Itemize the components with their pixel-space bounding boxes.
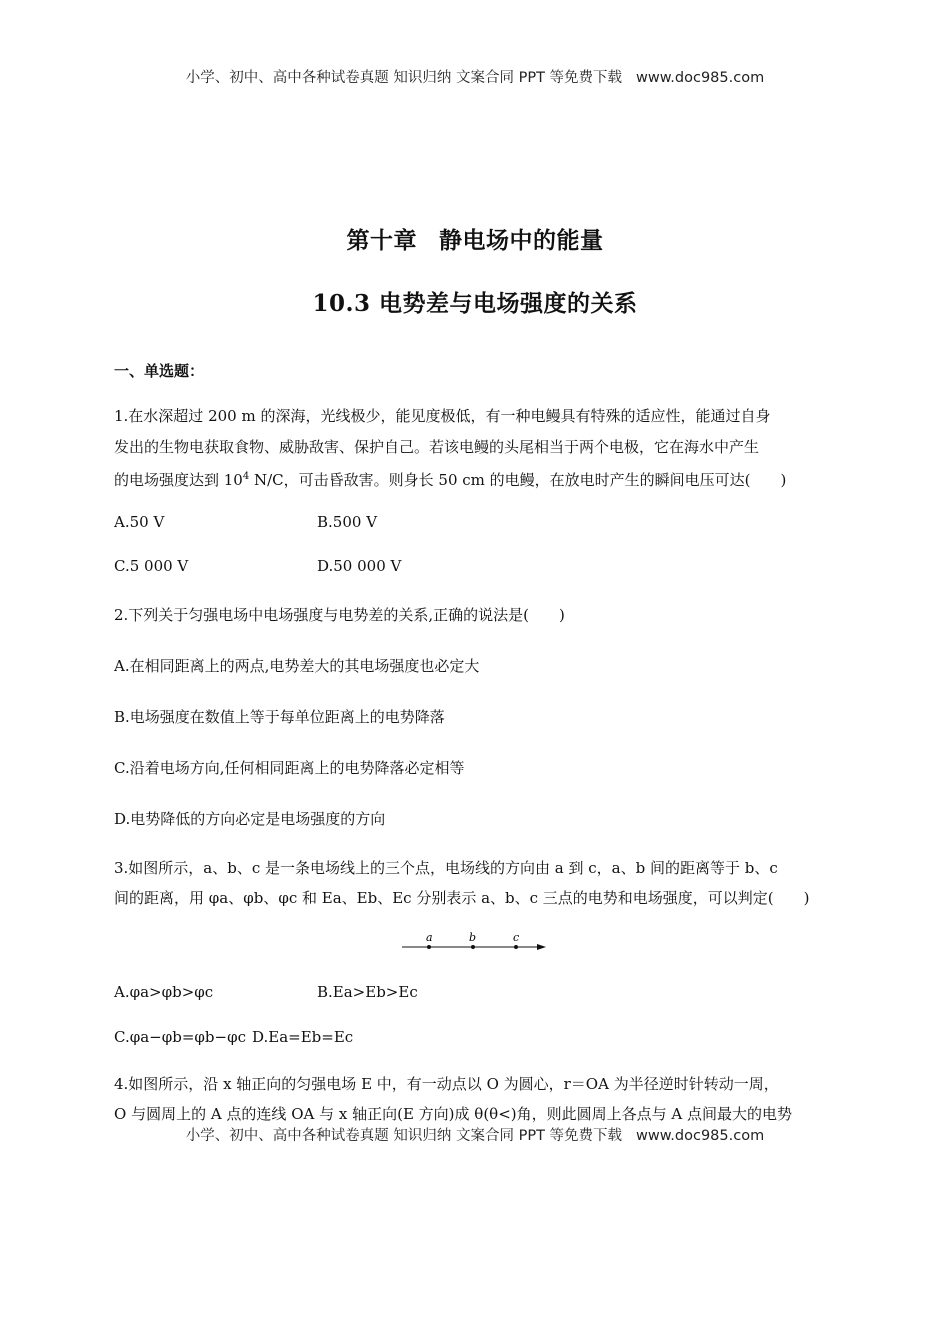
chapter-number: 第十章: [346, 227, 417, 254]
q3-line-1: 3.如图所示，a、b、c 是一条电场线上的三个点，电场线的方向由 a 到 c，a、b 间的距离等于 b、c: [114, 859, 778, 877]
header-text: 小学、初中、高中各种试卷真题 知识归纳 文案合同 PPT 等免费下载: [185, 70, 623, 86]
q1-line-2: 发出的生物电获取食物、威胁敌害、保护自己。若该电鳗的头尾相当于两个电极，它在海水中产生: [114, 438, 760, 456]
header-site-link[interactable]: www.doc985.com: [636, 70, 765, 86]
page-footer: [0, 1124, 950, 1145]
q3-option-c: C.φa−φb=φb−φc: [114, 1028, 246, 1046]
label-a: a: [426, 931, 433, 944]
q3-option-b: B.Ea>Eb>Ec: [317, 983, 418, 1001]
q2-option-c: C.沿着电场方向,任何相同距离上的电势降落必定相等: [114, 759, 465, 777]
point-c-dot: [514, 945, 518, 949]
q3-option-d: D.Ea=Eb=Ec: [252, 1028, 354, 1046]
lesson-title: 10.3 电势差与电场强度的关系: [312, 290, 638, 317]
q4-line-2: O 与圆周上的 A 点的连线 OA 与 x 轴正向(E 方向)成 θ(θ<)角，则此圆周上各点与 A 点间最大的电势: [114, 1105, 792, 1123]
q4-line-1: 4.如图所示，沿 x 轴正向的匀强电场 E 中，有一动点以 O 为圆心，r＝OA 为半径逆时针转动一周，: [114, 1075, 779, 1093]
page-header: [0, 66, 950, 87]
chapter-name: 静电场中的能量: [439, 227, 604, 254]
field-arrow-icon: [537, 944, 546, 950]
field-line-figure: [398, 930, 550, 956]
q1-option-d: D.50 000 V: [317, 557, 402, 575]
q2-option-b: B.电场强度在数值上等于每单位距离上的电势降落: [114, 708, 445, 726]
q3-option-a: A.φa>φb>φc: [114, 983, 214, 1001]
q1-line-1: 1.在水深超过 200 m 的深海，光线极少，能见度极低，有一种电鳗具有特殊的适应性，能通过自身: [114, 407, 771, 425]
section-heading: 一、单选题：: [114, 362, 205, 380]
chapter-title: [0, 222, 950, 255]
footer-site-link[interactable]: www.doc985.com: [636, 1128, 765, 1144]
q3-line-2: 间的距离，用 φa、φb、φc 和 Ea、Eb、Ec 分别表示 a、b、c 三点的电势和电场强度，可以判定( ): [114, 889, 810, 907]
q2-stem: 2.下列关于匀强电场中电场强度与电势差的关系,正确的说法是( ): [114, 606, 565, 624]
q2-option-a: A.在相同距离上的两点,电势差大的其电场强度也必定大: [114, 657, 480, 675]
q1-option-a: A.50 V: [114, 513, 165, 531]
point-a-dot: [427, 945, 431, 949]
label-c: c: [513, 931, 520, 944]
q2-option-d: D.电势降低的方向必定是电场强度的方向: [114, 810, 386, 828]
footer-text: 小学、初中、高中各种试卷真题 知识归纳 文案合同 PPT 等免费下载: [185, 1128, 623, 1144]
label-b: b: [469, 931, 477, 944]
point-b-dot: [471, 945, 475, 949]
q1-option-b: B.500 V: [317, 513, 378, 531]
q1-option-c: C.5 000 V: [114, 557, 189, 575]
q1-line-3: 的电场强度达到 $10^4$ N/C，可击昏敌害。则身长 50 cm 的电鳗，在放电时产生的瞬间电压可达( ): [114, 471, 787, 489]
